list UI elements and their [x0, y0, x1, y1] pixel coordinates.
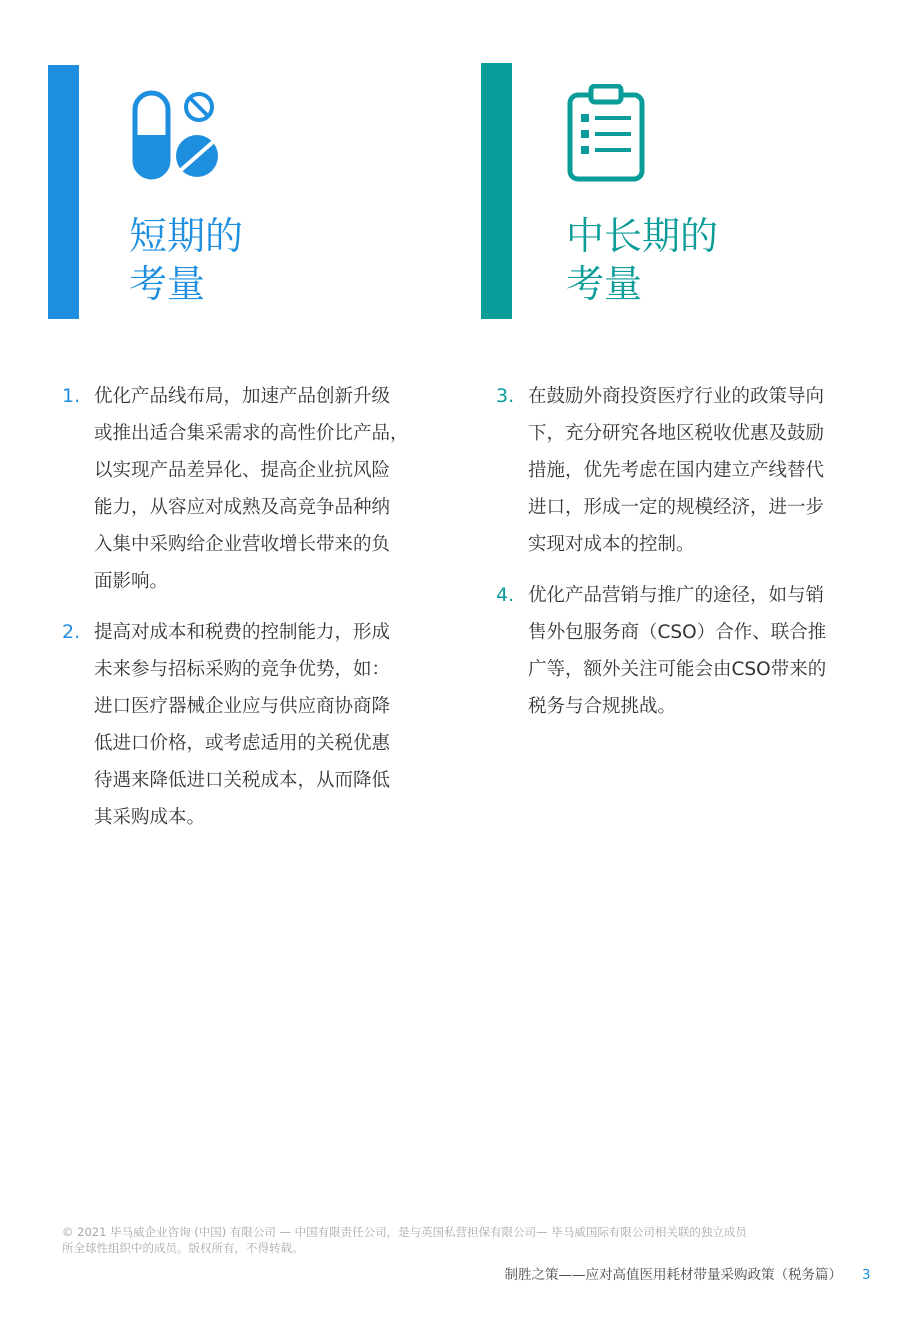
- list-item: [496, 378, 866, 563]
- left-accent-bar: [48, 65, 79, 319]
- left-heading-line-1: 短期的: [129, 214, 244, 258]
- item-line: 广等，额外关注可能会由CSO带来的: [528, 659, 827, 680]
- right-accent-bar: [481, 63, 512, 319]
- item-line: 税务与合规挑战。: [528, 696, 677, 717]
- item-number: 4.: [496, 584, 515, 606]
- list-item: [62, 614, 432, 836]
- copyright-line-1: © 2021 毕马威企业咨询 (中国) 有限公司 — 中国有限责任公司，是与英国私营担保有限公司— 毕马威国际有限公司相关联的独立成员: [62, 1225, 747, 1239]
- item-line: 提高对成本和税费的控制能力，形成: [94, 622, 391, 643]
- item-line: 售外包服务商（CSO）合作、联合推: [528, 622, 827, 643]
- item-line: 进口，形成一定的规模经济，进一步: [528, 497, 825, 518]
- item-number: 2.: [62, 621, 81, 643]
- item-line: 进口医疗器械企业应与供应商协商降: [94, 696, 391, 717]
- item-line: 能力，从容应对成熟及高竞争品种纳: [94, 497, 391, 518]
- right-heading-line-1: 中长期的: [566, 214, 719, 258]
- copyright-note: [62, 1224, 862, 1256]
- item-line: 入集中采购给企业营收增长带来的负: [94, 534, 391, 555]
- item-line: 未来参与招标采购的竞争优势，如：: [94, 659, 391, 680]
- pills-icon: [130, 90, 222, 182]
- item-line: 其采购成本。: [94, 807, 206, 828]
- item-line: 优化产品营销与推广的途径，如与销: [528, 585, 825, 606]
- left-heading-line-2: 考量: [129, 262, 206, 306]
- item-line: 实现对成本的控制。: [528, 534, 695, 555]
- page-number: 3: [862, 1267, 871, 1283]
- item-number: 3.: [496, 385, 515, 407]
- item-line: 面影响。: [94, 571, 169, 592]
- clipboard-checklist-icon: [566, 84, 646, 184]
- right-heading-line-2: 考量: [566, 262, 643, 306]
- item-line: 以实现产品差异化、提高企业抗风险: [94, 460, 391, 481]
- left-list: [62, 378, 432, 850]
- item-line: 低进口价格，或考虑适用的关税优惠: [94, 733, 391, 754]
- list-item: [62, 378, 432, 600]
- list-item: [496, 577, 866, 725]
- item-number: 1.: [62, 385, 81, 407]
- document-title: 制胜之策——应对高值医用耗材带量采购政策（税务篇）: [504, 1267, 842, 1283]
- item-line: 待遇来降低进口关税成本，从而降低: [94, 770, 391, 791]
- item-line: 或推出适合集采需求的高性价比产品，: [94, 423, 409, 444]
- item-line: 优化产品线布局，加速产品创新升级: [94, 386, 391, 407]
- item-line: 下，充分研究各地区税收优惠及鼓励: [528, 423, 825, 444]
- item-line: 措施，优先考虑在国内建立产线替代: [528, 460, 825, 481]
- right-list: [496, 378, 866, 739]
- right-heading: [566, 212, 718, 308]
- copyright-line-2: 所全球性组织中的成员。版权所有，不得转载。: [62, 1241, 304, 1255]
- left-heading: [129, 212, 243, 308]
- item-line: 在鼓励外商投资医疗行业的政策导向: [528, 386, 825, 407]
